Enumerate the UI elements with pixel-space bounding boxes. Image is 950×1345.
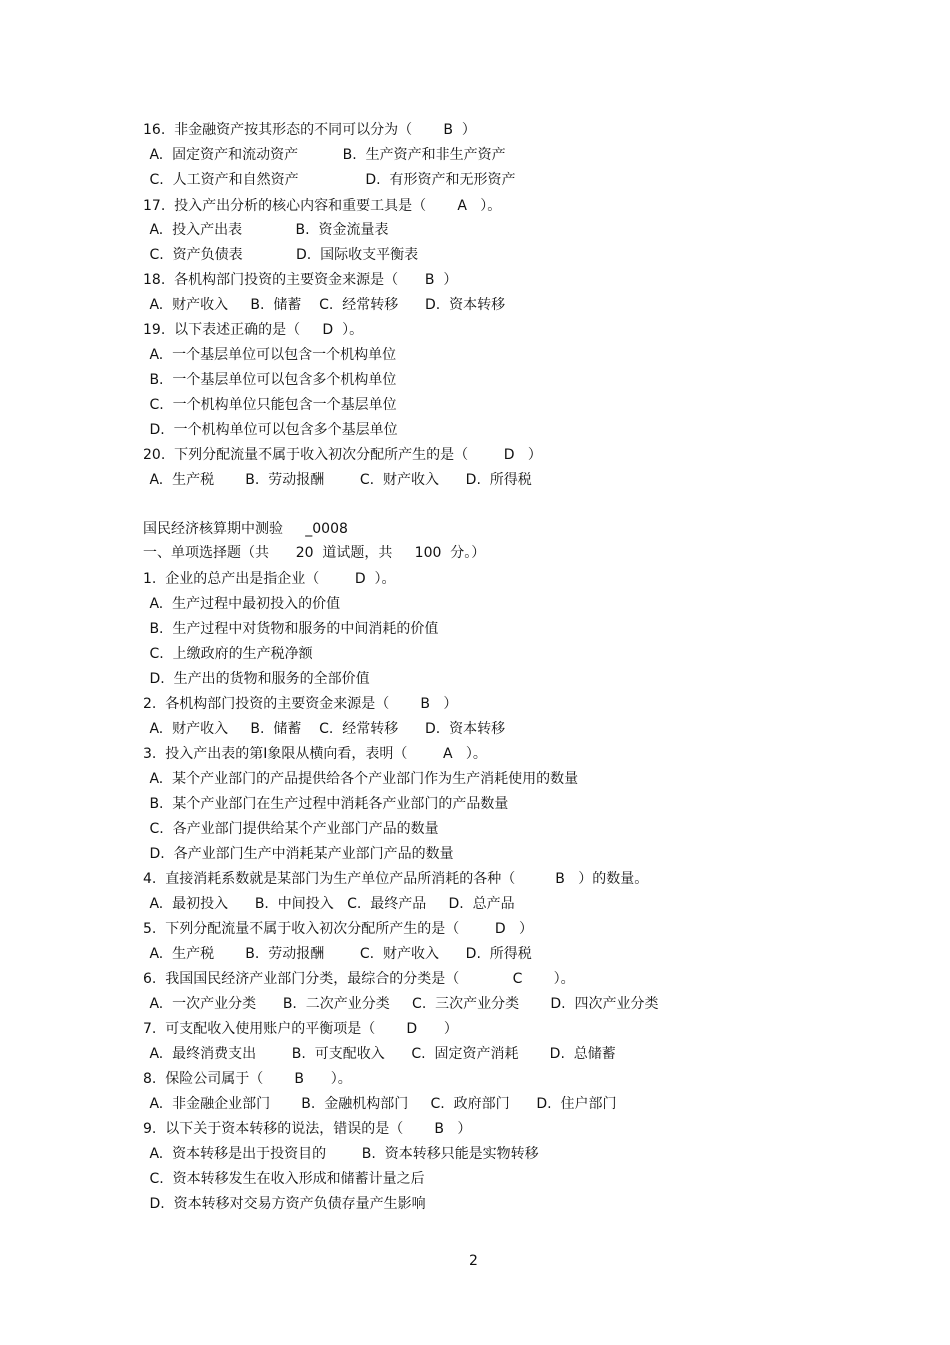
text-line: B. 某个产业部门在生产过程中消耗各产业部门的产品数量 <box>145 796 509 812</box>
text-line: C. 资产负债表 D. 国际收支平衡表 <box>145 247 419 263</box>
text-line: A. 最初投入 B. 中间投入 C. 最终产品 D. 总产品 <box>145 896 515 912</box>
text-line: A. 非金融企业部门 B. 金融机构部门 C. 政府部门 D. 住户部门 <box>145 1096 617 1112</box>
text-line: 3. 投入产出表的第Ⅰ象限从横向看，表明（ A ）。 <box>143 746 487 762</box>
text-line: 4. 直接消耗系数就是某部门为生产单位产品所消耗的各种（ B ）的数量。 <box>143 871 649 887</box>
text-line: A. 生产过程中最初投入的价值 <box>145 596 341 612</box>
text-line: A. 投入产出表 B. 资金流量表 <box>145 222 389 238</box>
text-line: D. 一个机构单位可以包含多个基层单位 <box>145 422 398 438</box>
text-line: 20. 下列分配流量不属于收入初次分配所产生的是（ D ） <box>143 447 542 463</box>
text-line: D. 生产出的货物和服务的全部价值 <box>145 671 370 687</box>
text-line: 8. 保险公司属于（ B ）。 <box>143 1071 352 1087</box>
text-line: A. 最终消费支出 B. 可支配收入 C. 固定资产消耗 D. 总储蓄 <box>145 1046 616 1062</box>
text-line: A. 资本转移是出于投资目的 B. 资本转移只能是实物转移 <box>145 1146 539 1162</box>
text-line: A. 财产收入 B. 储蓄 C. 经常转移 D. 资本转移 <box>145 721 506 737</box>
text-line: 17. 投入产出分析的核心内容和重要工具是（ A ）。 <box>143 198 502 214</box>
text-line: C. 上缴政府的生产税净额 <box>145 646 313 662</box>
text-line: C. 人工资产和自然资产 D. 有形资产和无形资产 <box>145 172 516 188</box>
text-line: A. 固定资产和流动资产 B. 生产资产和非生产资产 <box>145 147 506 163</box>
text-line: 18. 各机构部门投资的主要资金来源是（ B ） <box>143 272 458 288</box>
text-line: D. 各产业部门生产中消耗某产业部门产品的数量 <box>145 846 454 862</box>
text-line: A. 生产税 B. 劳动报酬 C. 财产收入 D. 所得税 <box>145 946 532 962</box>
text-line: A. 生产税 B. 劳动报酬 C. 财产收入 D. 所得税 <box>145 472 532 488</box>
text-line: 16. 非金融资产按其形态的不同可以分为（ B ） <box>143 122 476 138</box>
text-line: 国民经济核算期中测验 _0008 <box>143 521 348 537</box>
text-line: 19. 以下表述正确的是（ D ）。 <box>143 322 364 338</box>
text-line: B. 一个基层单位可以包含多个机构单位 <box>145 372 397 388</box>
text-line: 一、单项选择题（共 20 道试题，共 100 分。） <box>143 545 486 561</box>
text-line: 6. 我国国民经济产业部门分类，最综合的分类是（ C ）。 <box>143 971 575 987</box>
text-line: A. 一个基层单位可以包含一个机构单位 <box>145 347 397 363</box>
text-line: A. 一次产业分类 B. 二次产业分类 C. 三次产业分类 D. 四次产业分类 <box>145 996 659 1012</box>
text-line: C. 各产业部门提供给某个产业部门产品的数量 <box>145 821 439 837</box>
text-line: 2. 各机构部门投资的主要资金来源是（ B ） <box>143 696 458 712</box>
text-line: A. 某个产业部门的产品提供给各个产业部门作为生产消耗使用的数量 <box>145 771 579 787</box>
text-line: C. 资本转移发生在收入形成和储蓄计量之后 <box>145 1171 425 1187</box>
text-line: D. 资本转移对交易方资产负债存量产生影响 <box>145 1196 426 1212</box>
text-line: B. 生产过程中对货物和服务的中间消耗的价值 <box>145 621 439 637</box>
text-line: A. 财产收入 B. 储蓄 C. 经常转移 D. 资本转移 <box>145 297 506 313</box>
text-line: 5. 下列分配流量不属于收入初次分配所产生的是（ D ） <box>143 921 533 937</box>
page-number: 2 <box>469 1253 478 1269</box>
text-line: 1. 企业的总产出是指企业（ D ）。 <box>143 571 396 587</box>
text-line: 9. 以下关于资本转移的说法，错误的是（ B ） <box>143 1121 472 1137</box>
text-line: 7. 可支配收入使用账户的平衡项是（ D ） <box>143 1021 458 1037</box>
text-line: C. 一个机构单位只能包含一个基层单位 <box>145 397 397 413</box>
